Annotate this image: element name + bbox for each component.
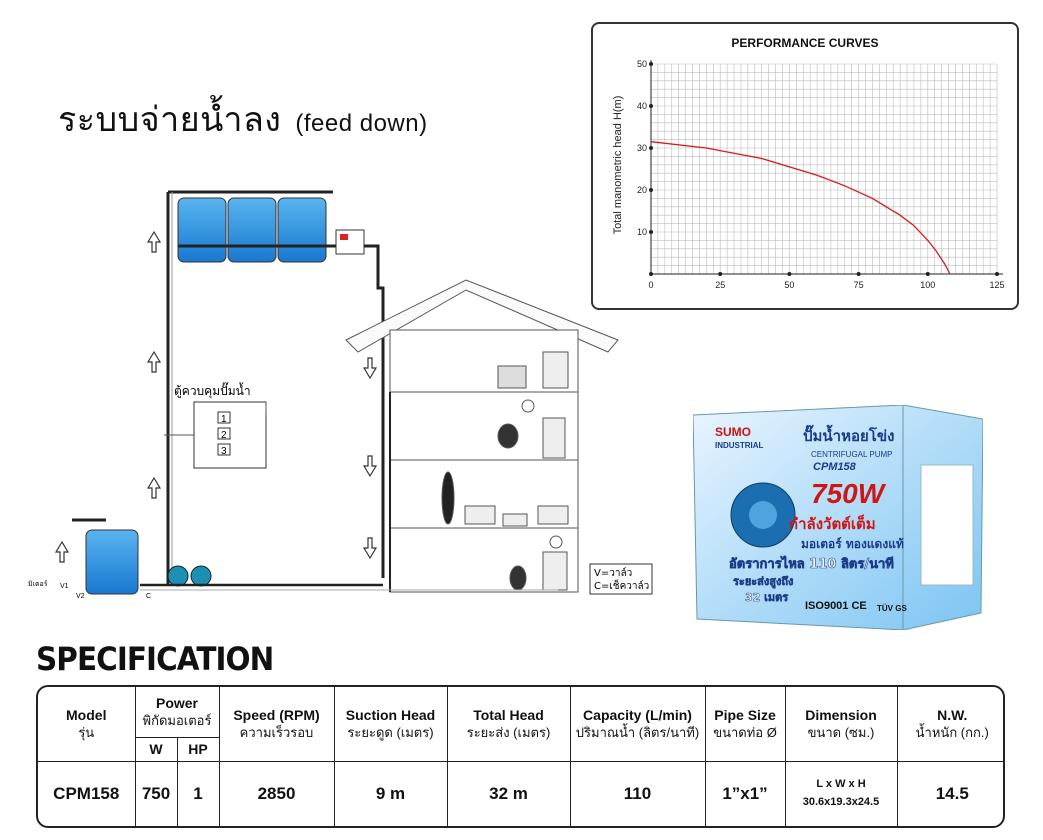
product-cert: ISO9001 CE [805, 600, 867, 612]
col-power-hp: HP [177, 737, 219, 761]
y-tick-dot [649, 146, 653, 150]
y-tick-label: 50 [636, 59, 647, 69]
col-pipe: Pipe Size ขนาดท่อ Ø [705, 687, 785, 761]
x-tick-label: 0 [648, 280, 654, 290]
heading-sub: (feed down) [295, 110, 428, 137]
x-tick-label: 50 [784, 280, 795, 290]
svg-text:2: 2 [221, 430, 227, 441]
product-name: ปั๊มน้ำหอยโข่ง [803, 427, 895, 445]
cell-dimension [785, 761, 897, 826]
spec-table [36, 685, 1005, 828]
y-tick-label: 20 [636, 185, 647, 195]
diagram-legend [590, 564, 652, 594]
y-tick-dot [649, 104, 653, 108]
x-tick-dot [995, 272, 999, 276]
chart-title: PERFORMANCE CURVES [731, 36, 879, 50]
x-tick-dot [857, 272, 861, 276]
x-tick-dot [926, 272, 930, 276]
x-tick-label: 75 [853, 280, 864, 290]
svg-text:มอเตอร์ ทองแดงแท้: มอเตอร์ ทองแดงแท้ [801, 537, 904, 551]
ground-tank [72, 520, 138, 594]
chart-plot [593, 24, 1021, 312]
col-dimension: Dimension ขนาด (ซม.) [785, 687, 897, 761]
dim-label: L x W x H [816, 778, 866, 791]
cell-nw: 14.5 [897, 761, 1005, 826]
cell-hp: 1 [177, 761, 219, 826]
cell-capacity: 110 [570, 761, 705, 826]
svg-text:C=เช็ควาล์ว: C=เช็ควาล์ว [594, 581, 650, 592]
flow-arrows-down [364, 358, 376, 558]
col-power: Power พิกัดมอเตอร์ [135, 687, 219, 737]
controller-label: ตู้ควบคุมปั๊มน้ำ [174, 384, 251, 398]
col-nw: N.W. น้ำหนัก (กก.) [897, 687, 1005, 761]
svg-text:กำลังวัตต์เต็ม: กำลังวัตต์เต็ม [789, 515, 876, 533]
spec-title: SPECIFICATION [36, 640, 274, 678]
product-power: 750W [811, 478, 885, 509]
cell-total-head: 32 m [447, 761, 570, 826]
col-total-head: Total Head ระยะส่ง (เมตร) [447, 687, 570, 761]
svg-text:CENTRIFUGAL PUMP: CENTRIFUGAL PUMP [811, 450, 893, 459]
dim-value: 30.6x19.3x24.5 [802, 795, 880, 808]
installation-diagram [28, 180, 678, 620]
x-tick-label: 25 [715, 280, 726, 290]
flow-arrows-up [56, 232, 160, 562]
x-tick-label: 125 [989, 280, 1005, 290]
svg-text:V=วาล์ว: V=วาล์ว [594, 568, 633, 579]
page-heading [58, 92, 428, 146]
svg-text:V2: V2 [76, 593, 85, 600]
series-line [651, 142, 950, 274]
y-tick-dot [649, 230, 653, 234]
pump-controller [164, 382, 266, 468]
house [346, 280, 618, 592]
col-power-w: W [135, 737, 177, 761]
y-tick-label: 30 [636, 143, 647, 153]
y-tick-label: 40 [636, 101, 647, 111]
x-tick-dot [787, 272, 791, 276]
svg-text:ระยะส่งสูงถึง: ระยะส่งสูงถึง [733, 575, 794, 588]
x-tick-dot [718, 272, 722, 276]
x-tick-label: 100 [920, 280, 936, 290]
cell-model: CPM158 [38, 761, 135, 826]
svg-text:1: 1 [221, 414, 227, 425]
product-tuv: TÜV GS [877, 604, 907, 613]
product-brand-sub: INDUSTRIAL [715, 441, 764, 450]
svg-text:C: C [146, 593, 152, 600]
col-model: Model รุ่น [38, 687, 135, 761]
svg-text:32 เมตร: 32 เมตร [745, 591, 789, 604]
heading-main: ระบบจ่ายน้ำลง [58, 101, 282, 139]
col-speed: Speed (RPM) ความเร็วรอบ [219, 687, 334, 761]
y-tick-dot [649, 62, 653, 66]
y-tick-label: 10 [636, 227, 647, 237]
x-tick-dot [649, 272, 653, 276]
svg-text:V1: V1 [60, 583, 69, 590]
product-brand: SUMO [715, 425, 751, 439]
meter-label: มิเตอร์ [28, 581, 48, 588]
y-tick-dot [649, 188, 653, 192]
cell-w: 750 [135, 761, 177, 826]
cell-speed: 2850 [219, 761, 334, 826]
product-box-image [693, 405, 983, 630]
performance-chart [591, 22, 1019, 310]
table-row [38, 761, 1005, 826]
col-capacity: Capacity (L/min) ปริมาณน้ำ (ลิตร/นาที) [570, 687, 705, 761]
y-axis-label: Total manometric head H(m) [612, 95, 624, 235]
cell-pipe: 1”x1” [705, 761, 785, 826]
col-suction: Suction Head ระยะดูด (เมตร) [334, 687, 447, 761]
svg-text:อัตราการไหล 110 ลิตร/นาที: อัตราการไหล 110 ลิตร/นาที [729, 557, 894, 572]
cell-suction: 9 m [334, 761, 447, 826]
roof-tanks [168, 192, 378, 262]
product-model: CPM158 [813, 461, 856, 473]
svg-text:3: 3 [221, 446, 227, 457]
